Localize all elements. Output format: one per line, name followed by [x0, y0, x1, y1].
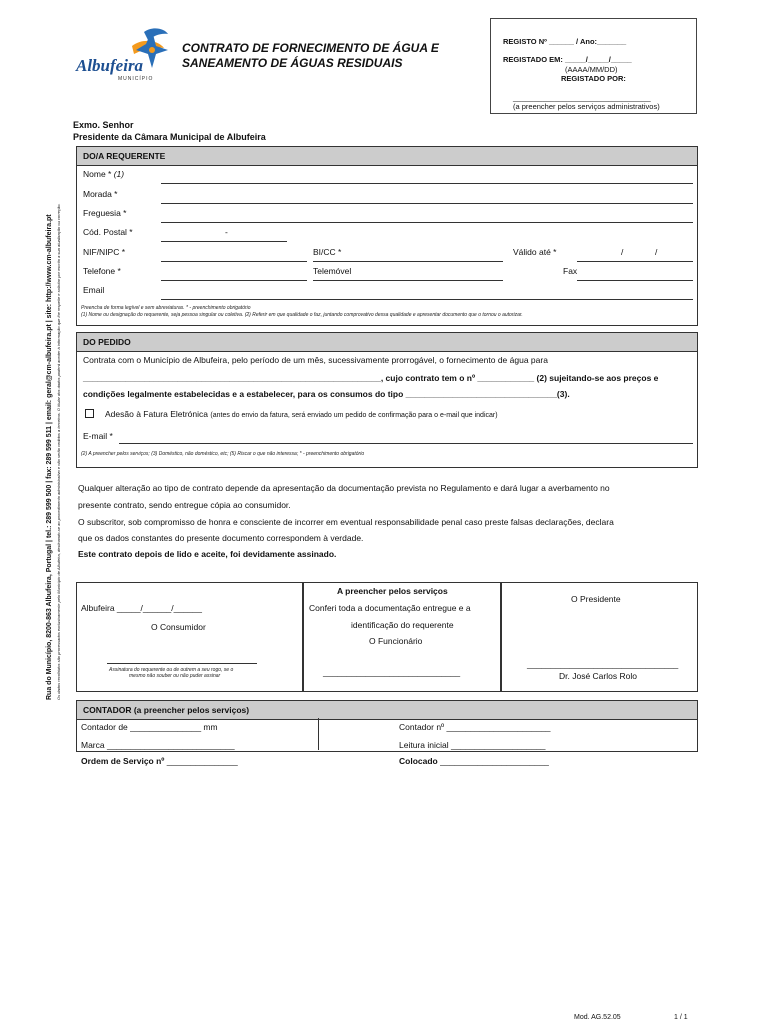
addressee-line2: Presidente da Câmara Municipal de Albufeira — [73, 132, 266, 142]
body-text-line3: O subscritor, sob compromisso de honra e consciente de incorrer em eventual responsabilidade penal caso preste falsas declarações, declara — [78, 517, 614, 527]
date-format: (AAAA/MM/DD) — [565, 65, 618, 74]
assinatura-note1: Assinatura do requerente ou de outrem a seu rogo, se o — [109, 667, 234, 673]
contador-section — [76, 700, 698, 766]
email-label: Email — [83, 285, 105, 295]
telefone-label: Telefone * — [83, 266, 121, 276]
fax-label: Fax — [563, 266, 578, 276]
funcionario-signature-line[interactable]: _____________________________ — [323, 667, 461, 677]
requerente-footnote1: Preencha de forma legível e sem abreviaturas. * - preenchimento obrigatório — [81, 305, 251, 311]
pedido-text-line1: Contrata com o Município de Albufeira, pelo período de um mês, sucessivamente prorrogável, o fornecimento de água para — [83, 355, 548, 365]
form-title-line2: SANEAMENTO DE ÁGUAS RESIDUAIS — [182, 56, 403, 70]
side-address: Rua do Município, 8200-863 Albufeira, Portugal | tel.: 289 599 500 | fax: 289 599 511 | email: geral@cm-albufeira.pt | site: http://www.cm-albufeira.pt — [46, 214, 53, 700]
contador-numero: Contador nº ______________________ — [399, 722, 551, 732]
registado-em: REGISTADO EM: _____/_____/_____ — [503, 55, 632, 64]
registado-por-line: _________________________________ — [513, 93, 651, 102]
pedido-email-label: E-mail * — [83, 431, 113, 441]
nome-label: Nome * (1) — [83, 169, 125, 179]
requerente-section — [76, 146, 698, 326]
registo-box — [490, 18, 697, 114]
contador-de: Contador de _______________ mm — [81, 722, 218, 732]
morada-label: Morada * — [83, 189, 118, 199]
logo-text: Albufeira — [76, 56, 144, 75]
addressee-line1: Exmo. Senhor — [73, 120, 134, 130]
nif-field[interactable] — [161, 261, 307, 262]
valido-slash1: / — [621, 247, 624, 257]
form-model-code: Mod. AG.52.05 — [574, 1014, 621, 1021]
requerente-footnote2: (1) Nome ou designação do requerente, seja pessoa singular ou coletiva. (2) Referir em que qualidade o faz, juntando comprovativo dessa qualidade e apresentar documento que o tornou o autorizar. — [81, 312, 523, 318]
servicos-cell — [302, 582, 502, 692]
consumidor-cell — [76, 582, 304, 692]
consumidor-label: O Consumidor — [151, 622, 206, 632]
telemovel-field[interactable] — [313, 280, 503, 281]
presidente-name: Dr. José Carlos Rolo — [559, 671, 637, 681]
body-text-line4: que os dados constantes do presente documento correspondem à verdade. — [78, 533, 364, 543]
telefone-field[interactable] — [161, 280, 307, 281]
conferi-line2: identificação do requerente — [351, 620, 454, 630]
colocado: Colocado _______________________ — [399, 756, 549, 766]
side-legal: Os dados recolhidos são processados exclusivamente pelo Município de Albufeira, destinando-se ao procedimento administrativo e não serão cedidos a terceiros. O titular dos dados poderá aceder à informação que lhe respeite e solicitar por escrito a sua atualização ou correção. — [56, 203, 61, 700]
cod-postal-field[interactable] — [161, 241, 287, 242]
marca: Marca ___________________________ — [81, 740, 235, 750]
morada-field[interactable] — [161, 203, 693, 204]
pedido-text-line2: _______________________________________________________________, cujo contrato tem o nº ____________ (2) sujeitando-se aos preços e — [83, 373, 659, 383]
pedido-section — [76, 332, 698, 468]
contador-heading: CONTADOR (a preencher pelos serviços) — [77, 701, 697, 720]
body-text-line5: Este contrato depois de lido e aceite, foi devidamente assinado. — [78, 549, 337, 559]
form-title-line1: CONTRATO DE FORNECIMENTO DE ÁGUA E — [182, 41, 439, 55]
registo-note: (a preencher pelos serviços administrativos) — [513, 102, 660, 111]
page-number: 1 / 1 — [674, 1014, 688, 1021]
pedido-email-field[interactable] — [119, 443, 693, 444]
nif-label: NIF/NIPC * — [83, 247, 126, 257]
telemovel-label: Telemóvel — [313, 266, 352, 276]
bicc-field[interactable] — [313, 261, 503, 262]
freguesia-field[interactable] — [161, 222, 693, 223]
leitura-inicial: Leitura inicial ____________________ — [399, 740, 546, 750]
form-title — [182, 41, 482, 71]
freguesia-label: Freguesia * — [83, 208, 127, 218]
registado-por: REGISTADO POR: — [561, 74, 626, 83]
municipality-logo — [72, 24, 182, 86]
valido-label: Válido até * — [513, 247, 557, 257]
presidente-signature-line[interactable]: ________________________________ — [527, 659, 679, 669]
pedido-heading: DO PEDIDO — [77, 333, 697, 352]
requerente-heading: DO/A REQUERENTE — [77, 147, 697, 166]
servicos-title: A preencher pelos serviços — [337, 586, 448, 596]
body-text-line1: Qualquer alteração ao tipo de contrato depende da apresentação da documentação prevista no Regulamento e dará lugar a averbamento no — [78, 483, 610, 493]
logo-subtext: MUNICÍPIO — [118, 76, 154, 82]
body-text-line2: presente contrato, sendo entregue cópia ao consumidor. — [78, 500, 291, 510]
adesao-label: Adesão à Fatura Eletrónica (antes do envio da fatura, será enviado um pedido de confirmação para o e-mail que indicar) — [105, 409, 498, 419]
conferi-line1: Conferi toda a documentação entregue e a — [309, 603, 471, 613]
pedido-text-line3: condições legalmente estabelecidas e a estabelecer, para os consumos do tipo ________________________________(3). — [83, 389, 570, 399]
consumidor-signature-line[interactable] — [107, 663, 257, 664]
fax-field[interactable] — [577, 280, 693, 281]
adesao-checkbox[interactable] — [85, 409, 94, 418]
cod-postal-dash: - — [225, 227, 228, 237]
funcionario-label: O Funcionário — [369, 636, 423, 646]
ordem-servico: Ordem de Serviço nº _______________ — [81, 756, 238, 766]
presidente-label: O Presidente — [571, 594, 621, 604]
bicc-label: BI/CC * — [313, 247, 342, 257]
valido-slash2: / — [655, 247, 658, 257]
signature-place-date: Albufeira _____/______/______ — [81, 603, 202, 613]
nome-field[interactable] — [161, 183, 693, 184]
contador-divider — [318, 718, 319, 750]
cod-postal-label: Cód. Postal * — [83, 227, 133, 237]
presidente-cell — [500, 582, 698, 692]
assinatura-note2: mesmo não souber ou não puder assinar — [129, 673, 221, 679]
registo-number: REGISTO Nº ______ / Ano:_______ — [503, 37, 627, 46]
valido-field[interactable] — [577, 261, 693, 262]
email-field[interactable] — [161, 299, 693, 300]
pedido-footnote: (2) A preencher pelos serviços; (3) Doméstico, não doméstico, etc; (5) Riscar o que não interessa; * - preenchimento obrigatório — [81, 451, 365, 457]
